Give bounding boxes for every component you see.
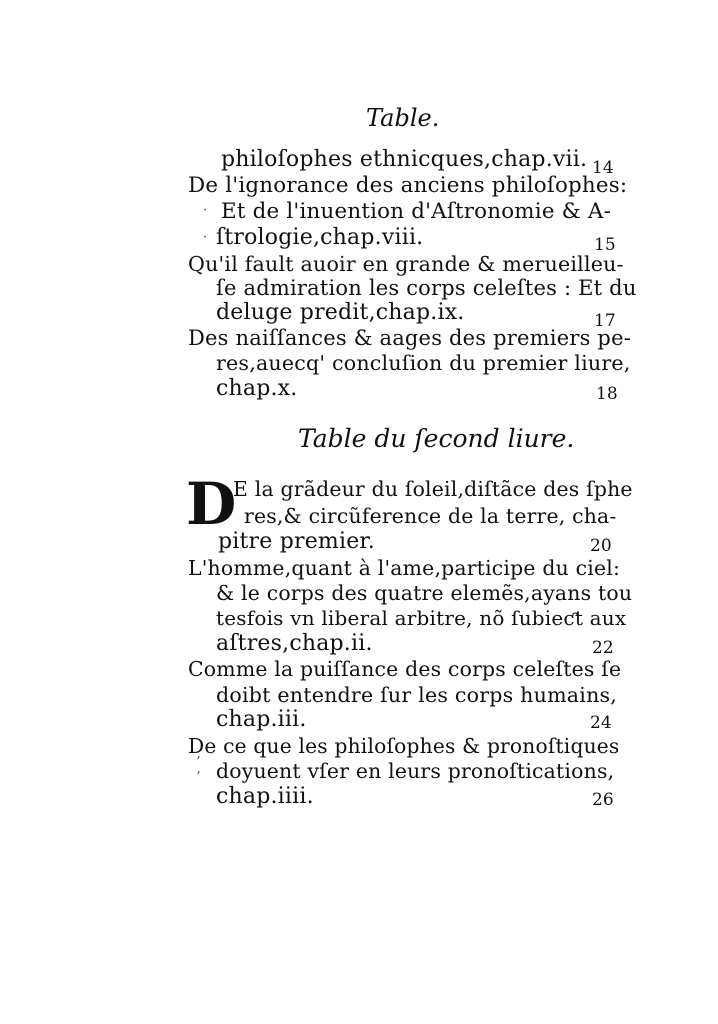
toc-line: chap.iii. [216, 707, 307, 732]
ink-speck: ʼ [196, 755, 201, 770]
toc-line: chap.iiii. [216, 784, 314, 809]
toc-line: De l'ignorance des anciens philoſophes: [188, 173, 628, 198]
toc-line: ſtrologie,chap.viii. [216, 225, 424, 250]
ink-speck: · [203, 203, 208, 218]
toc-line: Et de l'inuention d'Aſtronomie & A- [221, 199, 611, 224]
toc-line: deluge predit,chap.ix. [216, 300, 465, 325]
toc-line: doibt entendre ſur les corps humains, [216, 683, 618, 707]
toc-line: doyuent vſer en leurs pronoſtications, [216, 759, 615, 783]
page-number: 14 [592, 158, 614, 178]
toc-line: res,auecq' concluſion du premier liure, [216, 351, 631, 375]
toc-line: E la grãdeur du ſoleil,diſtãce des ſphe [233, 477, 633, 501]
toc-line: Des naiſſances & aages des premiers pe- [188, 326, 631, 350]
toc-line: Comme la puiſſance des corps celeſtes ſe [188, 657, 622, 681]
page-number: 22 [592, 638, 614, 658]
toc-line: tesfois vn liberal arbitre, nõ ſubieƈt aux [216, 606, 627, 630]
toc-line: De ce que les philoſophes & pronoſtiques [188, 734, 620, 758]
toc-line: & le corps des quatre elemẽs,ayans tou [216, 581, 633, 605]
page-number: 17 [594, 311, 616, 331]
toc-line: chap.x. [216, 376, 298, 401]
ink-speck: · [203, 230, 208, 245]
toc-line: L'homme,quant à l'ame,participe du ciel: [188, 556, 621, 580]
toc-line: Qu'il fault auoir en grande & merueilleu- [188, 252, 624, 276]
section-heading: Table du ſecond liure. [298, 424, 575, 453]
toc-line: res,& circũference de la terre, cha- [244, 504, 617, 528]
running-head: Table. [366, 104, 440, 132]
toc-line: aſtres,chap.ii. [216, 631, 373, 656]
page-number: 15 [594, 235, 616, 255]
toc-line: philoſophes ethnicques,chap.vii. [221, 147, 588, 172]
ink-speck: ʼ [196, 770, 201, 785]
toc-line: pitre premier. [218, 529, 375, 554]
drop-cap: D [186, 470, 237, 538]
page-number: 26 [592, 790, 614, 810]
page-number: 18 [596, 384, 618, 404]
toc-line: ſe admiration les corps celeſtes : Et du [216, 276, 637, 300]
page-number: 20 [590, 536, 612, 556]
page-number: 24 [590, 713, 612, 733]
